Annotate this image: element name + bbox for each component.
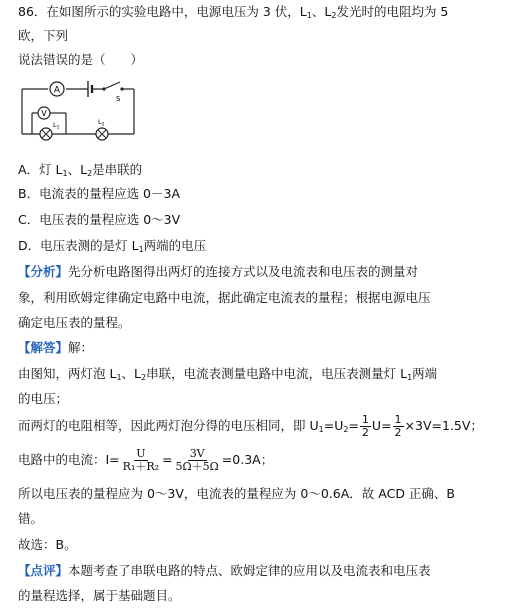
- ammeter-symbol: [50, 82, 64, 96]
- solution-line-4: 电路中的电流：I= $\frac{U}{\text{R₁＋R₂}}$ = $\frac{3V}{5\Omega+5\Omega}$ =0.3A；: [18, 447, 274, 473]
- voltmeter-symbol: [38, 107, 50, 119]
- fraction-current-values: $\frac{3V}{5\Omega+5\Omega}$: [175, 447, 219, 473]
- option-b: B．电流表的量程应选 0－3A: [18, 186, 181, 201]
- option-c: C．电压表的量程应选 0～3V: [18, 212, 181, 227]
- fraction-half-1: $\frac{1}{2}$: [361, 413, 369, 439]
- svg-text:V: V: [41, 109, 47, 118]
- comment-tag: 【点评】: [18, 563, 69, 578]
- analysis-line-1: 【分析】先分析电路图得出两灯的连接方式以及电流表和电压表的测量对: [18, 264, 419, 279]
- fraction-current-formula: $\frac{U}{\text{R₁＋R₂}}$: [122, 447, 160, 473]
- analysis-tag: 【分析】: [18, 264, 69, 279]
- solution-line-3: 而两灯的电阻相等，因此两灯泡分得的电压相同，即 $U_1=U_2=$ $\frac{1}{2}$ U= $\frac{1}{2}$ ×3V=1.5V；: [18, 413, 483, 439]
- comment-line-1: 【点评】本题考查了串联电路的特点、欧姆定律的应用以及电流表和电压表: [18, 563, 431, 578]
- question-line-1: 86．在如图所示的实验电路中，电源电压为 3 伏，$L_1$、$L_2$发光时的电阻均为 5: [18, 4, 449, 20]
- fraction-half-2: $\frac{1}{2}$: [394, 413, 402, 439]
- solution-heading: 【解答】解：: [18, 340, 94, 355]
- svg-text:A: A: [53, 85, 61, 96]
- switch-label: S: [116, 95, 121, 103]
- circuit-diagram: [18, 76, 138, 148]
- analysis-line-2: 象，利用欧姆定律确定电路中电流，据此确定电流表的量程；根据电源电压: [18, 290, 431, 305]
- option-d: D．电压表测的是灯 $L_1$两端的电压: [18, 238, 207, 254]
- solution-answer: 故选：B。: [18, 537, 77, 552]
- lamp-1-symbol: [40, 121, 60, 140]
- solution-line-5: 所以电压表的量程应为 0～3V，电流表的量程应为 0～0.6A．故 ACD 正确、B: [18, 486, 455, 501]
- svg-text:L2: $L_2$: [98, 118, 105, 128]
- solution-line-1: 由图知，两灯泡 $L_1$、$L_2$串联，电流表测量电路中电流，电压表测量灯 $L_1$两端: [18, 366, 438, 382]
- svg-text:L1: $L_1$: [53, 121, 60, 131]
- solution-line-6: 错。: [18, 511, 44, 526]
- lamp-2-symbol: [96, 118, 108, 140]
- question-line-3: 说法错误的是（ ）: [18, 52, 144, 67]
- solution-tag: 【解答】: [18, 340, 69, 355]
- question-line-2: 欧，下列: [18, 28, 69, 43]
- comment-line-2: 的量程选择，属于基础题目。: [18, 588, 181, 603]
- solution-line-2: 的电压；: [18, 391, 69, 406]
- analysis-line-3: 确定电压表的量程。: [18, 315, 131, 330]
- option-a: A．灯 $L_1$、$L_2$是串联的: [18, 162, 143, 178]
